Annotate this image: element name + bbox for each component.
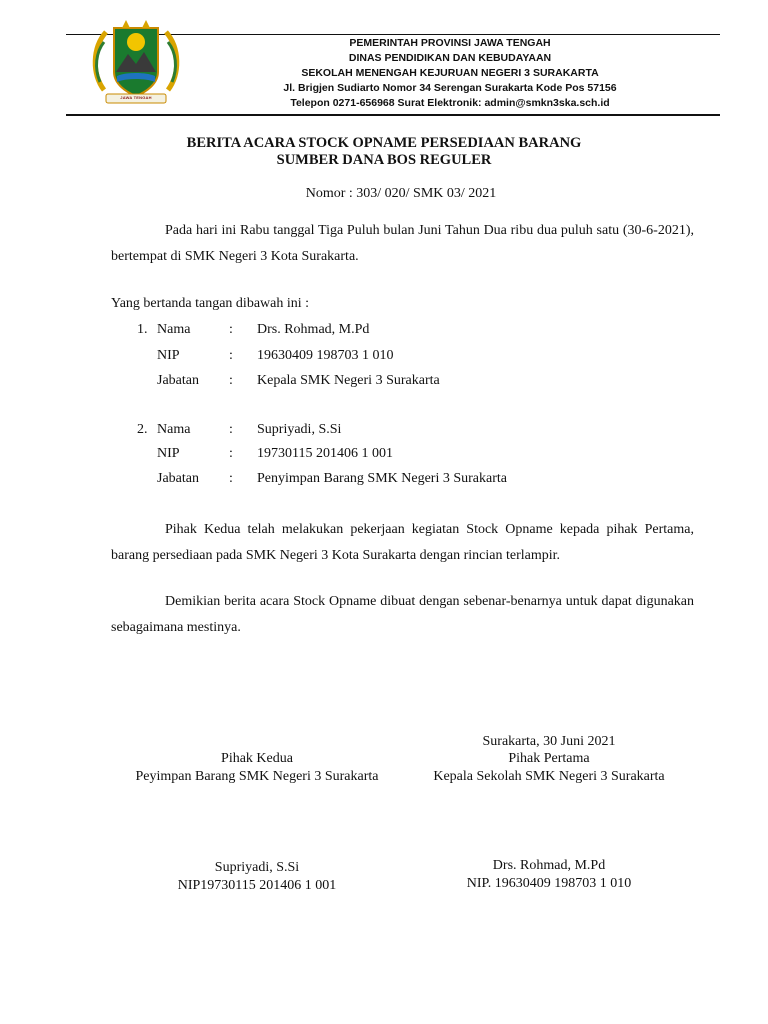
document-title-line2: SUMBER DANA BOS REGULER — [276, 152, 492, 168]
party-2-name-label: Nama — [157, 422, 191, 437]
party-2-name: Supriyadi, S.Si — [257, 422, 342, 437]
document-title — [0, 135, 768, 169]
party-2-position-label: Jabatan — [157, 471, 199, 486]
letterhead-line-agency: DINAS PENDIDIKAN DAN KEBUDAYAAN — [348, 52, 552, 64]
party-1-nip-label: NIP — [157, 348, 180, 363]
signature-left-name: Supriyadi, S.Si — [214, 860, 300, 875]
signatories-intro: Yang bertanda tangan dibawah ini : — [111, 296, 310, 311]
letterhead-line-government: PEMERINTAH PROVINSI JAWA TENGAH — [349, 37, 551, 49]
opening-paragraph: Pada hari ini Rabu tanggal Tiga Puluh bulan Juni Tahun Dua ribu dua puluh satu (30-6-2021), bertempat di SMK Negeri 3 Kota Surakarta. — [111, 223, 694, 264]
letterhead-bottom-rule — [66, 114, 720, 116]
party-2-position-colon: : — [229, 471, 233, 486]
document-number: Nomor : 303/ 020/ SMK 03/ 2021 — [305, 186, 497, 201]
signature-right-block — [409, 750, 689, 786]
signature-left-position: Peyimpan Barang SMK Negeri 3 Surakarta — [135, 769, 379, 784]
signature-right-name-block — [409, 857, 689, 893]
party-1-name-label: Nama — [157, 322, 191, 337]
signature-place-date: Surakarta, 30 Juni 2021 — [482, 734, 616, 749]
party-1-position: Kepala SMK Negeri 3 Surakarta — [257, 373, 440, 388]
letterhead-line-address: Jl. Brigjen Sudiarto Nomor 34 Serengan Surakarta Kode Pos 57156 — [283, 82, 617, 94]
signature-right-position: Kepala Sekolah SMK Negeri 3 Surakarta — [433, 769, 665, 784]
signature-left-role: Pihak Kedua — [221, 751, 293, 766]
signature-right-role: Pihak Pertama — [508, 751, 590, 766]
closing-paragraph: Demikian berita acara Stock Opname dibuat dengan sebenar-benarnya untuk dapat digunakan sebagaimana mestinya. — [111, 594, 694, 635]
logo-ribbon-text: JAWA TENGAH — [120, 95, 152, 100]
document-title-line1: BERITA ACARA STOCK OPNAME PERSEDIAAN BARANG — [186, 135, 582, 151]
party-1-number: 1. — [137, 322, 148, 337]
party-2-position: Penyimpan Barang SMK Negeri 3 Surakarta — [257, 471, 507, 486]
party-2-nip-label: NIP — [157, 446, 180, 461]
party-2-name-colon: : — [229, 422, 233, 437]
signature-right-name: Drs. Rohmad, M.Pd — [492, 858, 606, 873]
letterhead-line-school: SEKOLAH MENENGAH KEJURUAN NEGERI 3 SURAKARTA — [301, 67, 599, 79]
party-1-position-colon: : — [229, 373, 233, 388]
party-1-nip-colon: : — [229, 348, 233, 363]
letterhead-line-contact: Telepon 0271-656968 Surat Elektronik: admin@smkn3ska.sch.id — [290, 97, 610, 109]
party-1-nip: 19630409 198703 1 010 — [257, 348, 394, 363]
party-2-nip: 19730115 201406 1 001 — [257, 446, 393, 461]
party-1-name-colon: : — [229, 322, 233, 337]
signature-left-nip: NIP19730115 201406 1 001 — [177, 878, 337, 893]
party-2-nip-colon: : — [229, 446, 233, 461]
signature-left-name-block — [116, 859, 398, 895]
party-1-position-label: Jabatan — [157, 373, 199, 388]
party-2-number: 2. — [137, 422, 148, 437]
signature-left-block — [116, 750, 398, 786]
signature-right-nip: NIP. 19630409 198703 1 010 — [466, 876, 632, 891]
work-statement-paragraph: Pihak Kedua telah melakukan pekerjaan kegiatan Stock Opname kepada pihak Pertama, barang persediaan pada SMK Negeri 3 Kota Surakarta dengan rincian terlampir. — [111, 522, 694, 563]
letterhead-text — [240, 36, 660, 111]
party-1-name: Drs. Rohmad, M.Pd — [257, 322, 370, 337]
